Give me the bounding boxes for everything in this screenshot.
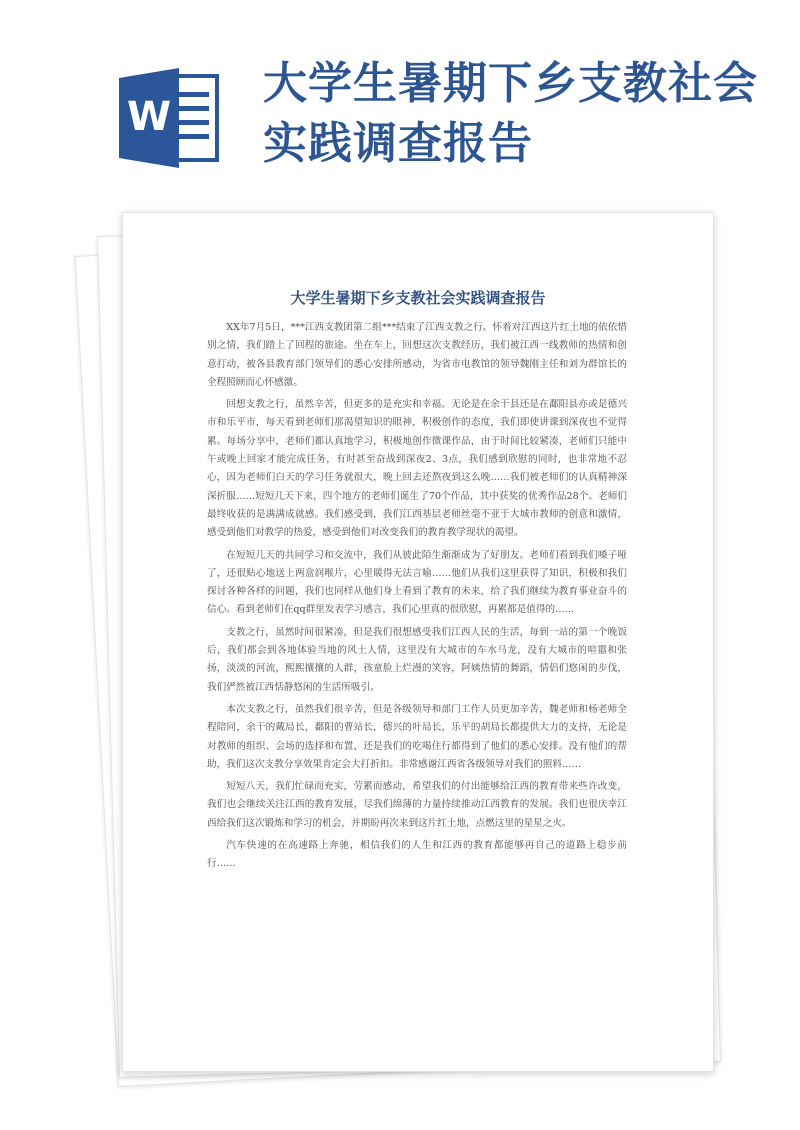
document-page xyxy=(122,212,714,1072)
paragraph: 本次支教之行，虽然我们很辛苦，但是各级领导和部门工作人员更加辛苦，魏老师和杨老师全程陪同，余干的戴局长，鄱阳的曹站长，德兴的叶局长，乐平的胡局长都提供大力的支持，无论是对教师的组织、会场的选择和布置，还是我们的吃喝住行都得到了他们的悉心安排。没有他们的帮助，我们这次支教分享效果肯定会大打折扣。非常感谢江西省各级领导对我们的照料…… xyxy=(207,703,627,770)
word-document-icon xyxy=(113,66,233,170)
paragraph: 汽车快速的在高速路上奔驰，相信我们的人生和江西的教育都能够再自己的道路上稳步前行…… xyxy=(207,840,627,870)
page-title: 大学生暑期下乡支教社会实践调查报告 xyxy=(263,58,758,169)
word-logo-letter: W xyxy=(126,94,172,140)
paragraph: 回想支教之行，虽然辛苦，但更多的是充实和幸福。无论是在余干县还是在鄱阳县亦或是德兴市和乐平市，每天看到老师们那渴望知识的眼神，积极创作的态度，我们即使讲课到深夜也不觉得累。每场分享中，老师们都认真地学习，积极地创作微课作品，由于时间比较紧凑，老师们只能中午或晚上回家才能完成任务，有时甚至奋战到深夜2、3点，我们感到欣慰的同时，也非常地不忍心，因为老师们白天的学习任务就很大，晚上回去还熬夜到这么晚……我们被老师们的认真精神深深折服……短短几天下来，四个地方的老师们诞生了70个作品，其中获奖的优秀作品28个。老师们最终收获的是满满成就感。我们感受到，我们江西基层老师丝毫不亚于大城市教师的创意和激情，感受到他们对教学的热爱，感受到他们对改变我们的教育教学现状的渴望。 xyxy=(207,399,627,539)
paragraph: 支教之行，虽然时间很紧凑，但是我们很想感受我们江西人民的生活，每到一站的第一个晚饭后，我们都会到各地体验当地的风土人情，这里没有大城市的车水马龙，没有大城市的喧嚣和张扬，淡淡的河流，熙熙攘攘的人群，孩童脸上烂漫的笑容，阿姨热情的舞蹈，情侣们悠闲的步伐，我们俨然被江西恬静悠闲的生活所吸引。 xyxy=(207,626,627,693)
document-title: 大学生暑期下乡支教社会实践调查报告 xyxy=(290,289,546,307)
paragraph: XX年7月5日，***江西支教团第二组***结束了江西支教之行。怀着对江西这片红土地的依依惜别之情，我们踏上了回程的旅途。坐在车上，回想这次支教经历，我们被江西一线教师的热情和创意打动，被各县教育部门领导们的悉心安排所感动，为省市电教馆的领导魏刚主任和刘为群馆长的全程照顾而心怀感激。 xyxy=(207,322,627,388)
paragraph: 在短短几天的共同学习和交流中，我们从彼此陌生渐渐成为了好朋友。老师们看到我们嗓子哑了，还很贴心地送上两盒润喉片，心里暖得无法言喻……他们从我们这里获得了知识，积极和我们探讨各种各样的问题，我们也同样从他们身上看到了教育的未来，给了我们继续为教育事业奋斗的信心。看到老师们在qq群里发表学习感言，我们心里真的很欣慰，再累都是值得的…… xyxy=(207,549,627,616)
document-body xyxy=(207,319,627,878)
paragraph: 短短八天，我们忙碌而充实，劳累而感动，希望我们的付出能够给江西的教育带来些许改变，我们也会继续关注江西的教育发展，尽我们绵薄的力量持续推动江西教育的发展。我们也很庆幸江西给我们这次锻炼和学习的机会，并期盼再次来到这片红土地，点燃这里的星星之火。 xyxy=(207,781,627,829)
